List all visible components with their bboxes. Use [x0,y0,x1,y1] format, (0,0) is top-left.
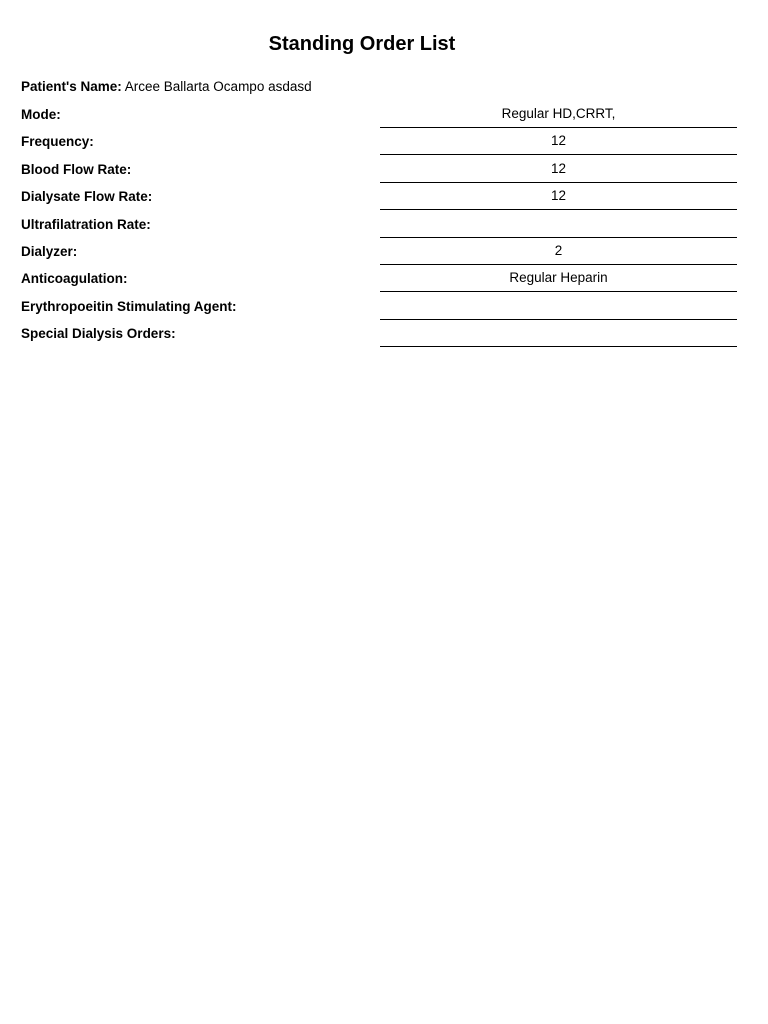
field-value: Regular HD,CRRT, [380,101,737,128]
field-label: Erythropoeitin Stimulating Agent: [21,298,237,314]
order-fields [0,101,768,348]
field-value: 12 [380,156,737,183]
field-row-esa [0,293,768,320]
field-row-frequency [0,128,768,155]
field-row-mode [0,101,768,128]
field-value: 12 [380,183,737,210]
field-row-dialysate-flow-rate [0,183,768,210]
field-value: 12 [380,128,737,155]
field-label: Anticoagulation: [21,271,128,287]
field-row-blood-flow-rate [0,156,768,183]
field-value: 2 [380,238,737,265]
patient-name-label: Patient's Name: [21,79,122,94]
field-value [380,293,737,320]
field-label: Dialysate Flow Rate: [21,189,153,205]
page-title: Standing Order List [268,33,456,55]
field-row-dialyzer [0,238,768,265]
patient-name-value: Arcee Ballarta Ocampo asdasd [124,79,312,94]
field-label: Mode: [21,107,61,122]
field-value: Regular Heparin [380,265,737,292]
field-label: Blood Flow Rate: [21,161,132,177]
field-value [380,211,737,238]
field-label: Frequency: [21,134,94,150]
field-value [380,320,737,347]
field-row-ultrafiltration-rate [0,211,768,238]
field-label: Special Dialysis Orders: [21,326,176,342]
field-label: Dialyzer: [21,243,78,259]
field-label: Ultrafilatration Rate: [21,216,151,232]
patient-name-line [21,79,312,95]
field-row-anticoagulation [0,265,768,292]
field-row-special-dialysis-orders [0,320,768,347]
